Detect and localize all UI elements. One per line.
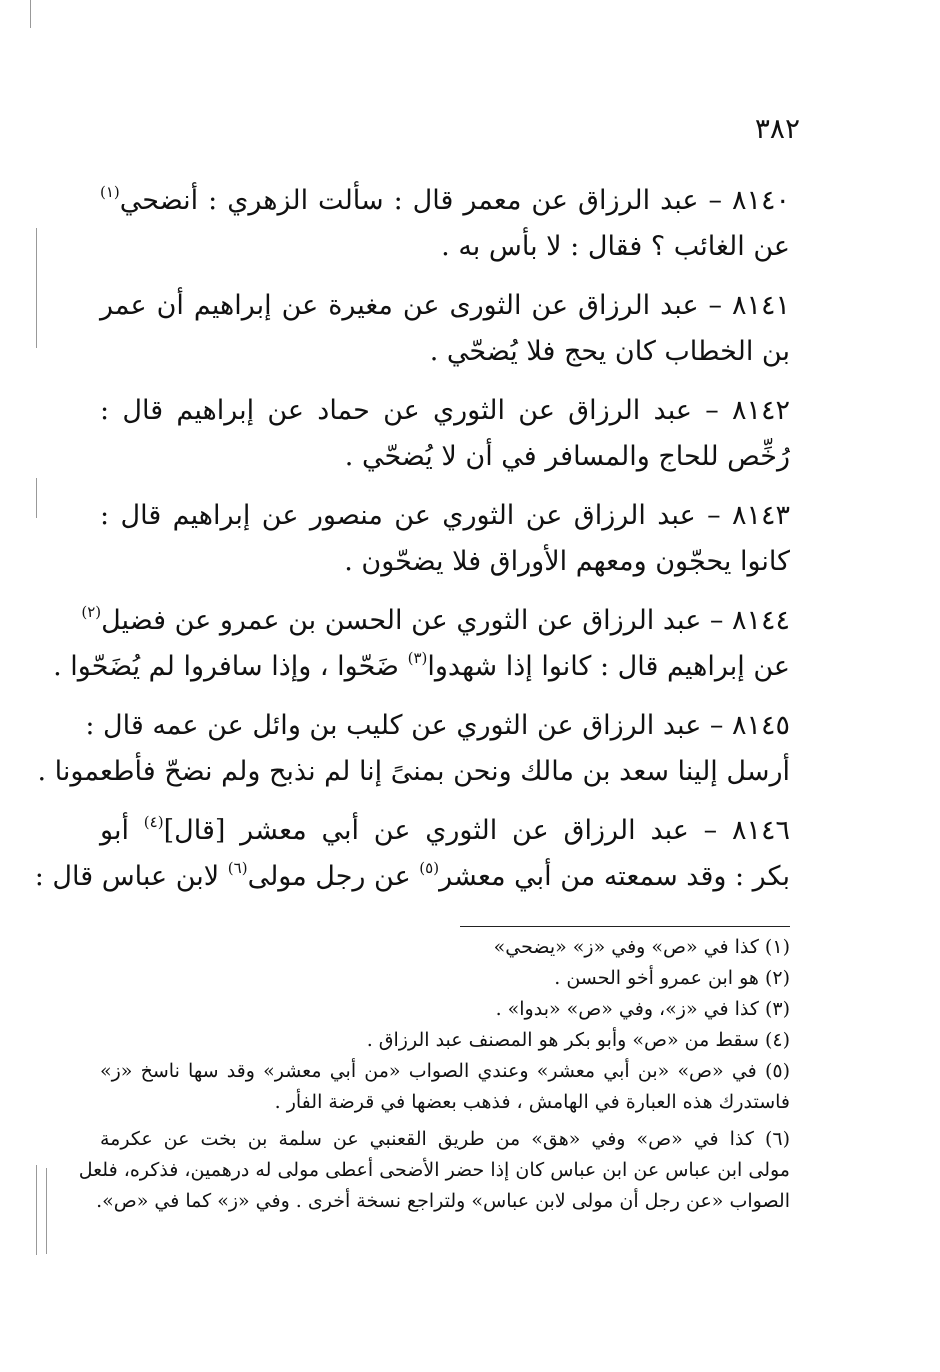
footnote-ref: (٦) xyxy=(227,859,248,877)
footnote xyxy=(100,963,790,994)
margin-mark xyxy=(30,0,31,28)
text-run: ٨١٤٠ – عبد الرزاق عن معمر قال : سألت الزهري : أنضحي xyxy=(119,185,790,216)
footnote xyxy=(100,1025,790,1056)
text-line xyxy=(85,703,790,749)
hadith-paragraph xyxy=(100,283,790,375)
text-run: أرسل إلينا سعد بن مالك ونحن بمنىً إنا لم نذبح ولم نضحّ فأطعمونا . xyxy=(37,756,790,787)
text-run: عن الغائب ؟ فقال : لا بأس به . xyxy=(441,231,790,262)
text-run: ضَحّوا ، وإذا سافروا لم يُضَحّوا . xyxy=(53,651,408,682)
footnote-line: (٦) كذا في «ص» وفي «هق» من طريق القعنبي عن سلمة بن بخت عن عكرمة xyxy=(100,1128,790,1150)
margin-mark xyxy=(36,478,37,518)
margin-mark xyxy=(46,1168,47,1254)
text-run: عن إبراهيم قال : كانوا إذا شهدوا xyxy=(427,651,790,682)
text-run: عن رجل مولى xyxy=(247,861,420,892)
hadith-paragraph xyxy=(100,388,790,480)
text-line xyxy=(100,224,790,270)
footnote-line: (٤) سقط من «ص» وأبو بكر هو المصنف عبد الرزاق . xyxy=(366,1029,790,1051)
main-text xyxy=(34,178,791,913)
hadith-paragraph xyxy=(100,178,790,270)
footnote-ref: (٤) xyxy=(143,813,164,831)
footnote-line: فاستدرك هذه العبارة في الهامش ، فذهب بعضها في قرضة الفأر . xyxy=(274,1091,790,1113)
footnotes xyxy=(78,932,790,1217)
text-line xyxy=(100,329,790,375)
footnote-line: (١) كذا في «ص» وفي «ز» «يضحي» xyxy=(493,936,790,958)
text-run: ٨١٤٢ – عبد الرزاق عن الثوري عن حماد عن إبراهيم قال : xyxy=(100,395,790,426)
text-run: رُخِّص للحاج والمسافر في أن لا يُضحّي . xyxy=(344,441,790,472)
footnote-line: (٥) في «ص» «بن أبي معشر» وعندي الصواب «من أبي معشر» وقد سها ناسخ «ز» xyxy=(100,1060,790,1082)
page-number: ٣٨٢ xyxy=(754,112,800,145)
margin-mark xyxy=(36,1165,37,1255)
text-line xyxy=(37,749,790,795)
text-line xyxy=(100,493,790,539)
footnote-line: (٢) هو ابن عمرو أخو الحسن . xyxy=(554,967,790,989)
footnote-ref: (٣) xyxy=(407,649,428,667)
text-line xyxy=(81,598,790,644)
text-run: لابن عباس قال : xyxy=(34,861,228,892)
hadith-paragraph xyxy=(34,808,791,900)
text-line xyxy=(100,539,790,585)
footnote-ref: (٥) xyxy=(419,859,440,877)
footnote-line: الصواب «عن رجل أن مولى لابن عباس» ولتراجع نسخة أخرى . وفي «ز» كما في «ص». xyxy=(96,1190,790,1212)
footnote xyxy=(100,932,790,963)
hadith-paragraph xyxy=(37,703,790,795)
footnote xyxy=(78,1124,790,1217)
footnote-ref: (١) xyxy=(100,183,120,201)
text-line xyxy=(100,388,790,434)
text-line xyxy=(34,854,790,900)
text-run: ٨١٤١ – عبد الرزاق عن الثورى عن مغيرة عن إبراهيم أن عمر xyxy=(100,290,790,321)
hadith-paragraph xyxy=(100,493,790,585)
footnote-line: (٣) كذا في «ز»، وفي «ص» «بدوا» . xyxy=(495,998,790,1020)
text-line xyxy=(53,644,790,690)
text-run: بن الخطاب كان يحج فلا يُضحّي . xyxy=(429,336,790,367)
footnote xyxy=(100,994,790,1025)
text-line xyxy=(100,434,790,480)
text-run: بكر : وقد سمعته من أبي معشر xyxy=(439,861,790,892)
hadith-paragraph xyxy=(53,598,790,690)
text-run: أبو xyxy=(100,815,144,846)
footnote-ref: (٢) xyxy=(81,603,102,621)
text-line xyxy=(100,808,790,854)
text-line xyxy=(100,283,790,329)
text-run: ٨١٤٣ – عبد الرزاق عن الثوري عن منصور عن إبراهيم قال : xyxy=(100,500,790,531)
footnote-line: مولى ابن عباس عن ابن عباس كان إذا حضر الأضحى أعطى مولى له درهمين، فذكره، فلعل xyxy=(78,1159,790,1181)
margin-mark xyxy=(36,228,37,348)
text-run: كانوا يحجّون ومعهم الأوراق فلا يضحّون . xyxy=(344,546,790,577)
footnote-divider xyxy=(460,926,790,927)
text-run: ٨١٤٥ – عبد الرزاق عن الثوري عن كليب بن وائل عن عمه قال : xyxy=(85,710,790,741)
text-run: ٨١٤٦ – عبد الرزاق عن الثوري عن أبي معشر [قال] xyxy=(163,815,791,846)
footnote xyxy=(100,1056,790,1118)
text-line xyxy=(100,178,790,224)
text-run: ٨١٤٤ – عبد الرزاق عن الثوري عن الحسن بن عمرو عن فضيل xyxy=(101,605,790,636)
